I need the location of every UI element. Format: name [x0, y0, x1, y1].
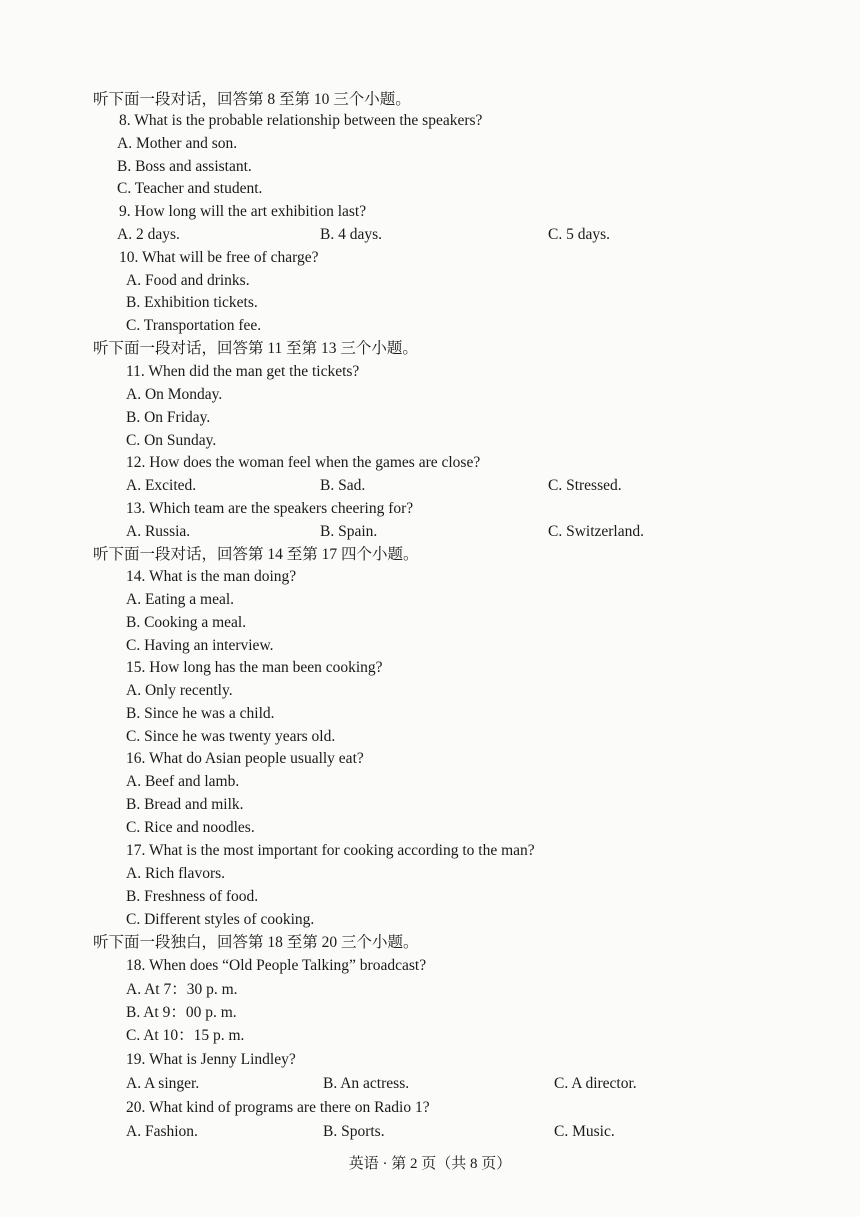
question-17-stem: 17. What is the most important for cooking according to the man?: [126, 842, 535, 859]
option-line: [0, 406, 860, 429]
question-13-stem: 13. Which team are the speakers cheering for?: [126, 500, 414, 517]
option-8b: B. Boss and assistant.: [117, 158, 252, 175]
option-15b: B. Since he was a child.: [126, 705, 275, 722]
option-18b: B. At 9：00 p. m.: [126, 1004, 237, 1021]
option-13a: A. Russia.: [126, 523, 191, 540]
option-12c: C. Stressed.: [548, 477, 622, 494]
option-line: [0, 725, 860, 748]
question-stem: [0, 451, 860, 474]
question-15-stem: 15. How long has the man been cooking?: [126, 659, 383, 676]
option-14c: C. Having an interview.: [126, 637, 274, 654]
option-20c: C. Music.: [554, 1123, 615, 1140]
option-line: [0, 132, 860, 155]
question-16-stem: 16. What do Asian people usually eat?: [126, 750, 364, 767]
option-line: [0, 793, 860, 816]
option-18c: C. At 10：15 p. m.: [126, 1027, 245, 1044]
option-19a: A. A singer.: [126, 1075, 200, 1092]
option-line: [0, 383, 860, 406]
option-14b: B. Cooking a meal.: [126, 614, 247, 631]
option-line: [0, 634, 860, 657]
option-row: [0, 1120, 860, 1143]
option-11b: B. On Friday.: [126, 409, 211, 426]
section-heading: [0, 931, 860, 954]
option-line: [0, 1001, 860, 1024]
option-line: [0, 155, 860, 178]
option-line: [0, 702, 860, 725]
question-9-stem: 9. How long will the art exhibition last?: [119, 203, 367, 220]
question-stem: [0, 747, 860, 770]
section-heading-text: 听下面一段独白，回答第 18 至第 20 三个小题。: [93, 934, 419, 951]
question-8-stem: 8. What is the probable relationship between the speakers?: [119, 112, 483, 129]
question-19-stem: 19. What is Jenny Lindley?: [126, 1051, 296, 1068]
option-10a: A. Food and drinks.: [126, 272, 250, 289]
question-stem: [0, 839, 860, 862]
option-row: [0, 223, 860, 246]
option-16c: C. Rice and noodles.: [126, 819, 255, 836]
option-9c: C. 5 days.: [548, 226, 610, 243]
option-9a: A. 2 days.: [117, 226, 180, 243]
option-11c: C. On Sunday.: [126, 432, 217, 449]
option-12a: A. Excited.: [126, 477, 197, 494]
question-stem: [0, 109, 860, 132]
option-line: [0, 611, 860, 634]
section-heading: [0, 88, 860, 111]
question-stem: [0, 656, 860, 679]
option-17a: A. Rich flavors.: [126, 865, 226, 882]
option-line: [0, 908, 860, 931]
question-stem: [0, 954, 860, 977]
question-stem: [0, 360, 860, 383]
option-20b: B. Sports.: [323, 1123, 385, 1140]
option-17b: B. Freshness of food.: [126, 888, 259, 905]
section-heading-text: 听下面一段对话，回答第 11 至第 13 三个小题。: [93, 340, 418, 357]
question-stem: [0, 1048, 860, 1071]
option-line: [0, 429, 860, 452]
option-19b: B. An actress.: [323, 1075, 410, 1092]
option-line: [0, 679, 860, 702]
option-line: [0, 588, 860, 611]
question-18-stem: 18. When does “Old People Talking” broadcast?: [126, 957, 427, 974]
question-12-stem: 12. How does the woman feel when the games are close?: [126, 454, 481, 471]
question-10-stem: 10. What will be free of charge?: [119, 249, 319, 266]
question-stem: [0, 565, 860, 588]
section-heading-text: 听下面一段对话，回答第 14 至第 17 四个小题。: [93, 546, 419, 563]
question-stem: [0, 497, 860, 520]
option-10b: B. Exhibition tickets.: [126, 294, 258, 311]
option-line: [0, 269, 860, 292]
question-stem: [0, 1096, 860, 1119]
question-stem: [0, 246, 860, 269]
option-line: [0, 291, 860, 314]
section-heading-text: 听下面一段对话，回答第 8 至第 10 三个小题。: [93, 91, 411, 108]
option-15a: A. Only recently.: [126, 682, 233, 699]
option-9b: B. 4 days.: [320, 226, 382, 243]
option-20a: A. Fashion.: [126, 1123, 198, 1140]
option-row: [0, 474, 860, 497]
question-20-stem: 20. What kind of programs are there on Radio 1?: [126, 1099, 430, 1116]
option-17c: C. Different styles of cooking.: [126, 911, 315, 928]
option-10c: C. Transportation fee.: [126, 317, 262, 334]
option-line: [0, 177, 860, 200]
option-line: [0, 770, 860, 793]
section-heading: [0, 543, 860, 566]
option-16b: B. Bread and milk.: [126, 796, 244, 813]
option-line: [0, 885, 860, 908]
option-15c: C. Since he was twenty years old.: [126, 728, 336, 745]
option-13c: C. Switzerland.: [548, 523, 644, 540]
option-19c: C. A director.: [554, 1075, 637, 1092]
option-line: [0, 1024, 860, 1047]
option-12b: B. Sad.: [320, 477, 366, 494]
option-row: [0, 1072, 860, 1095]
option-18a: A. At 7：30 p. m.: [126, 981, 238, 998]
question-stem: [0, 200, 860, 223]
option-11a: A. On Monday.: [126, 386, 223, 403]
question-11-stem: 11. When did the man get the tickets?: [126, 363, 360, 380]
section-heading: [0, 337, 860, 360]
option-line: [0, 862, 860, 885]
option-8a: A. Mother and son.: [117, 135, 238, 152]
option-row: [0, 520, 860, 543]
question-14-stem: 14. What is the man doing?: [126, 568, 297, 585]
option-line: [0, 816, 860, 839]
option-16a: A. Beef and lamb.: [126, 773, 240, 790]
option-13b: B. Spain.: [320, 523, 378, 540]
option-line: [0, 314, 860, 337]
option-line: [0, 978, 860, 1001]
option-8c: C. Teacher and student.: [117, 180, 263, 197]
page-footer: 英语 · 第 2 页（共 8 页）: [348, 1156, 512, 1172]
option-14a: A. Eating a meal.: [126, 591, 235, 608]
